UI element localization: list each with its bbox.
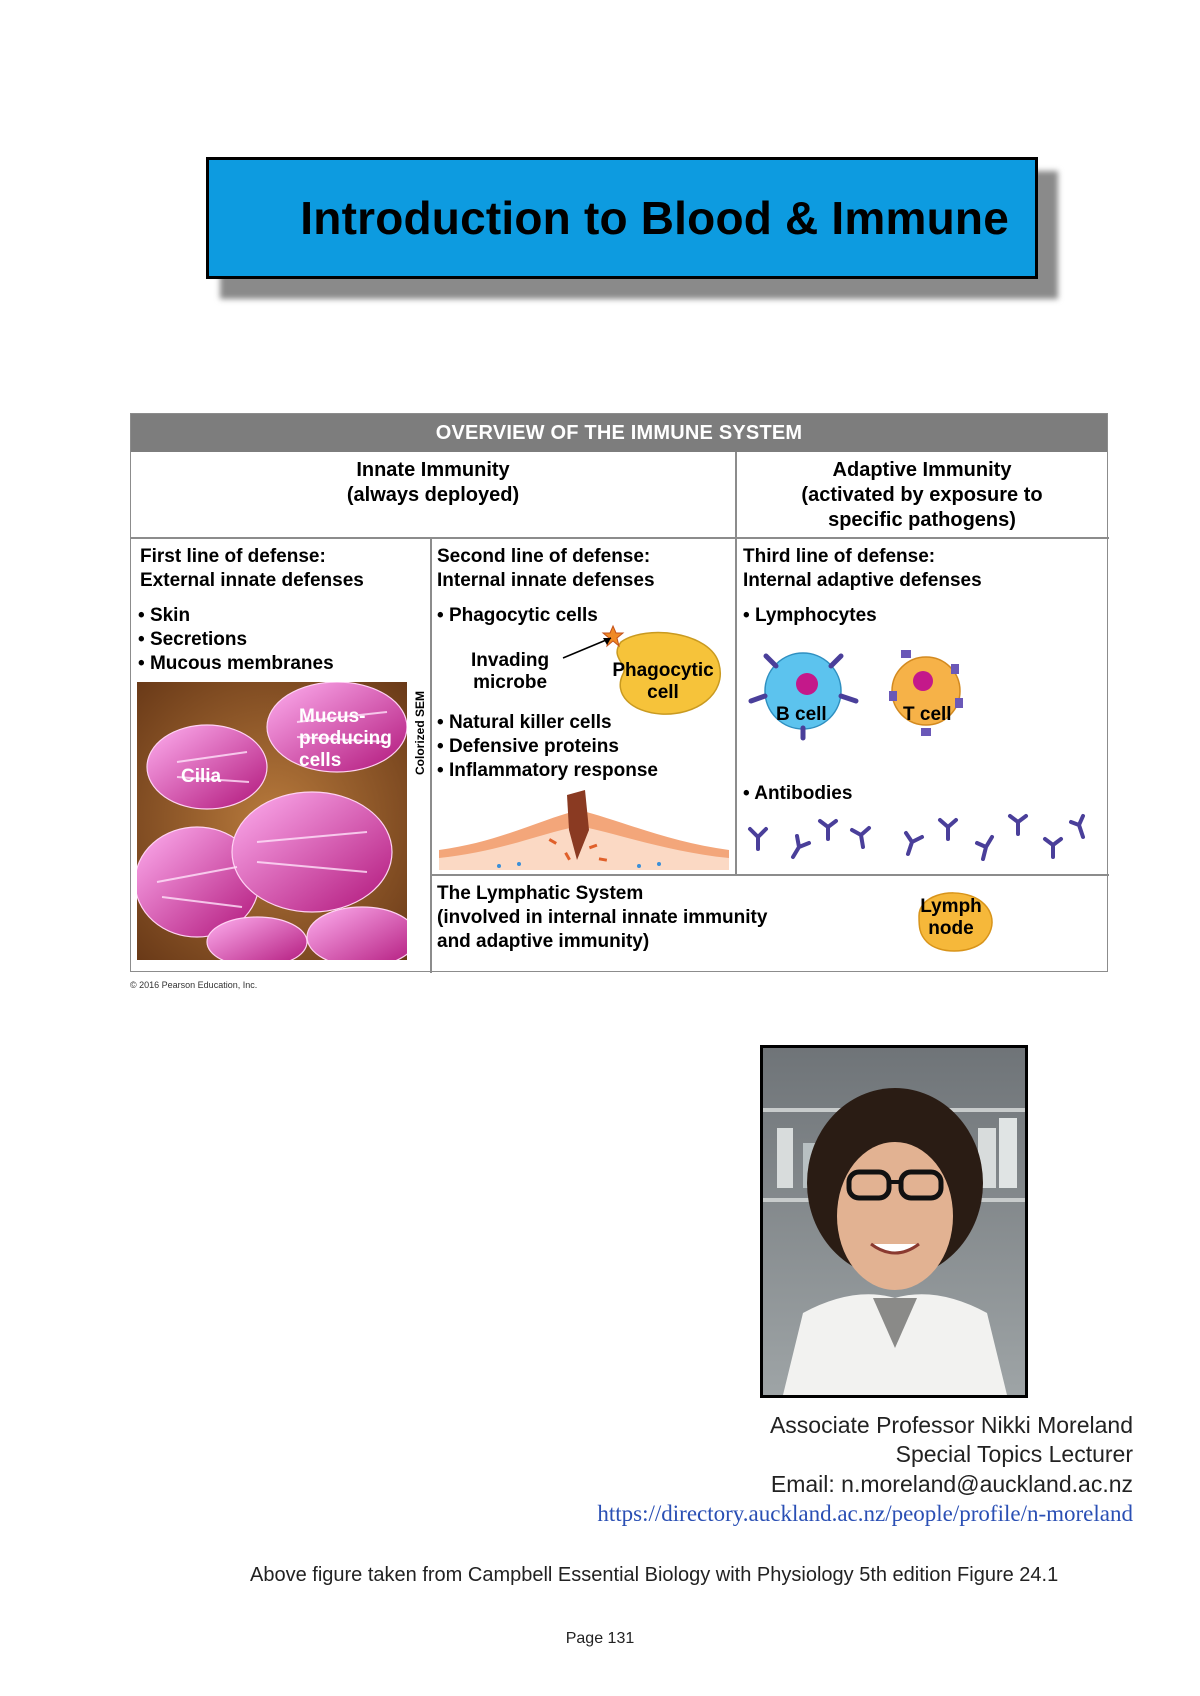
cilia-label: Cilia [181, 766, 222, 787]
mucus-label: Mucus- producing cells [299, 706, 392, 771]
title-banner [206, 157, 1044, 285]
second-line-list [437, 711, 658, 783]
lymphatic-system-text: The Lymphatic System (involved in internal innate immunity and adaptive immunity) [437, 883, 768, 952]
third-line-lymph-list [743, 604, 877, 628]
lecturer-photo [760, 1045, 1028, 1398]
figure-caption: Above figure taken from Campbell Essential Biology with Physiology 5th edition Figure 24.1 [250, 1564, 1059, 1586]
list-item: • Inflammatory response [437, 759, 658, 783]
profile-link[interactable]: https://directory.auckland.ac.nz/people/profile/n-moreland [597, 1501, 1133, 1526]
lecturer-email: Email: n.moreland@auckland.ac.nz [770, 1471, 1133, 1497]
divider [430, 874, 1109, 876]
pointer-arrow [561, 632, 621, 662]
list-item: • Mucous membranes [138, 652, 334, 676]
lymph-node-label: Lymph node [920, 896, 982, 939]
list-item: • Natural killer cells [437, 711, 658, 735]
list-item: • Defensive proteins [437, 735, 658, 759]
portrait-image [763, 1048, 1025, 1395]
sem-label: Colorized SEM [413, 691, 427, 776]
third-line-heading: Third line of defense: Internal adaptive defenses [743, 546, 982, 591]
lecturer-role: Special Topics Lecturer [895, 1441, 1133, 1467]
figure-header: OVERVIEW OF THE IMMUNE SYSTEM [131, 414, 1107, 452]
third-line-antibody-list [743, 782, 852, 806]
inflammation-illustration [439, 790, 729, 870]
phagocytic-cell-label: Phagocytic cell [612, 660, 714, 703]
page-number: Page 131 [565, 1630, 635, 1647]
b-cell-label: B cell [776, 704, 827, 725]
first-line-list [138, 604, 334, 676]
list-item: • Phagocytic cells [437, 604, 598, 628]
t-cell-label: T cell [903, 704, 952, 725]
adaptive-heading: Adaptive Immunity (activated by exposure to specific pathogens) [801, 459, 1043, 531]
second-line-top-list [437, 604, 598, 628]
list-item: • Secretions [138, 628, 334, 652]
second-line-heading: Second line of defense: Internal innate defenses [437, 546, 655, 591]
list-item: • Lymphocytes [743, 604, 877, 628]
list-item: • Antibodies [743, 782, 852, 806]
title-box [206, 157, 1038, 279]
copyright: © 2016 Pearson Education, Inc. [130, 980, 258, 990]
invading-microbe-label: Invading microbe [471, 650, 550, 693]
profile-link-wrap [597, 1500, 1133, 1527]
divider [131, 537, 1109, 539]
antibodies-illustration [743, 809, 1098, 869]
lecturer-name: Associate Professor Nikki Moreland [769, 1412, 1133, 1438]
immune-overview-figure [130, 413, 1108, 972]
first-line-heading: First line of defense: External innate defenses [140, 546, 364, 591]
sem-label-wrap [409, 682, 431, 792]
lymphocytes-illustration [741, 636, 981, 746]
divider [735, 537, 737, 875]
page-title: Introduction to Blood & Immune [300, 192, 1009, 244]
list-item: • Skin [138, 604, 334, 628]
innate-heading: Innate Immunity (always deployed) [346, 459, 520, 506]
